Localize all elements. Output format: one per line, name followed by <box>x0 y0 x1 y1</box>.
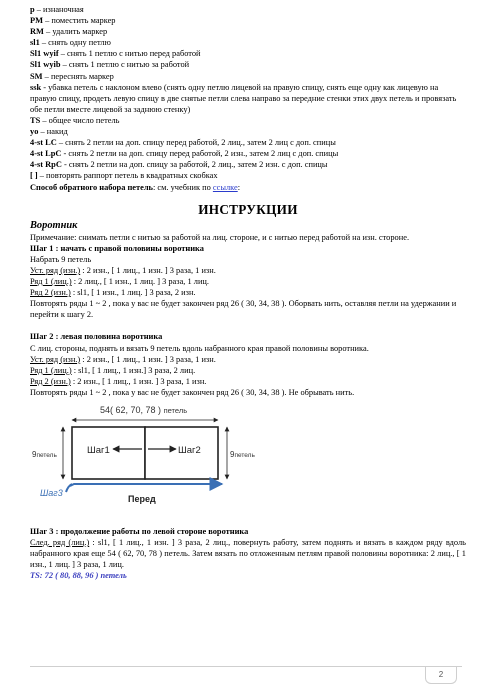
collar-note: Примечание: снимать петли с нитью за работой на лиц. стороне, и с нитью перед работой на изн. стороне. <box>30 232 410 242</box>
page-content <box>30 0 466 581</box>
step2-block <box>30 331 466 398</box>
step2-diagram-label: Шаг2 <box>178 445 201 456</box>
step1-row: Уст. ряд (изн.) : 2 изн., [ 1 лиц., 1 изн. ] 3 раза, 1 изн. <box>30 265 216 275</box>
abbr-4st-lc: 4-st LC – снять 2 петли на доп. спицу перед работой, 2 лиц., затем 2 лиц с доп. спицы <box>30 138 336 148</box>
abbr-sm: SM – переснять маркер <box>30 71 114 81</box>
step1-block <box>30 243 466 321</box>
abbr-yo: yo – накид <box>30 127 68 137</box>
abbr-pm: PM – поместить маркер <box>30 16 116 26</box>
footer-divider <box>30 666 462 667</box>
step1-row: Ряд 2 (изн.) : sl1, [ 1 изн., 1 лиц. ] 3 раза, 2 изн. <box>30 288 196 298</box>
abbr-sl1: sl1 – снять одну петлю <box>30 38 111 48</box>
step2-row: Уст. ряд (изн.) : 2 изн., [ 1 лиц., 1 изн. ] 3 раза, 1 изн. <box>30 354 216 364</box>
cast-on-method: Способ обратного набора петель: см. учебник по ссылке: <box>30 182 241 192</box>
step3-diagram-label: Шаг3 <box>40 488 63 498</box>
step3-total-stitches: TS: 72 ( 80, 88, 96 ) петель <box>30 571 127 581</box>
abbr-sl1-wyib: Sl1 wyib – снять 1 петлю с нитью за работой <box>30 60 190 70</box>
abbr-ts: TS – общее число петель <box>30 115 120 125</box>
step2-heading: Шаг 2 : левая половина воротника <box>30 332 163 342</box>
abbr-4st-rpc: 4-st RpC - снять 2 петли на доп. спицу за работой, 2 лиц., затем 2 изн. с доп. спицы <box>30 160 328 170</box>
right-dimension-label: 9петель <box>230 450 255 459</box>
top-dimension-label: 54( 62, 70, 78 ) петель <box>100 405 188 415</box>
abbr-4st-lpc: 4-st LpC - снять 2 петли на доп. спицу перед работой, 2 изн., затем 2 лиц с доп. спицы <box>30 149 339 159</box>
front-label: Перед <box>128 494 156 504</box>
step1-repeat: Повторять ряды 1 ~ 2 , пока у вас не будет закончен ряд 26 ( 30, 34, 38 ). Оборвать нить, оставляя петли на удержании и перейти к шагу 2. <box>30 299 457 320</box>
step1-row: Ряд 1 (лиц.) : 2 лиц., [ 1 изн., 1 лиц. ] 3 раза, 1 лиц. <box>30 277 210 287</box>
abbr-brackets: [ ] – повторять раппорт петель в квадратных скобках <box>30 171 218 181</box>
step2-intro: С лиц. стороны, поднять и вязать 9 петель вдоль набранного края правой половины воротника. <box>30 343 369 353</box>
collar-diagram-svg <box>30 398 466 528</box>
step3-block <box>30 526 466 581</box>
left-dimension-label: 9петель <box>32 450 57 459</box>
step1-cast: Набрать 9 петель <box>30 254 92 264</box>
step1-heading: Шаг 1 : начать с правой половины воротника <box>30 243 204 253</box>
abbr-ssk: ssk - убавка петель с наклоном влево (снять одну петлю лицевой на правую спицу, снять еще одну как лицевую на правую спицу, продеть левую спицу в две снятые петли слева направо за передние стенки этих двух петель и провязать обе петли вместе лицевой за заднюю стенку) <box>30 82 457 114</box>
step3-heading: Шаг 3 : продолжение работы по левой стороне воротника <box>30 527 249 536</box>
abbr-p: p – изнаночная <box>30 5 84 14</box>
step2-repeat: Повторять ряды 1 ~ 2 , пока у вас не будет закончен ряд 26 ( 30, 34, 38 ). Не обрывать нить. <box>30 387 355 397</box>
abbreviation-list <box>30 4 466 193</box>
collar-heading: Воротник <box>30 219 78 231</box>
page-number: 2 <box>425 667 457 684</box>
section-title: ИНСТРУКЦИИ <box>198 201 298 217</box>
step1-diagram-label: Шаг1 <box>87 445 110 456</box>
step3-row: След. ряд (лиц.) : sl1, [ 1 лиц., 1 изн. ] 3 раза, 2 лиц., повернуть работу, затем поднять и вязать в каждом ряду вдоль набранного края еще 54 ( 62, 70, 78 ) петель. Затем вязать по отложенным петлям правой половины воротника: 2 лиц., [ 1 изн., 1 лиц. ] 3 раза, 1 лиц. <box>30 538 466 570</box>
tutorial-link[interactable]: ссылке <box>212 182 238 192</box>
step2-row: Ряд 2 (изн.) : 2 изн., [ 1 лиц., 1 изн. ] 3 раза, 1 изн. <box>30 376 207 386</box>
abbr-sl1-wyif: Sl1 wyif – снять 1 петлю с нитью перед работой <box>30 49 201 59</box>
step3-diagram-arrow <box>66 484 216 492</box>
abbr-rm: RM – удалить маркер <box>30 27 108 37</box>
collar-diagram <box>30 398 466 528</box>
step2-row: Ряд 1 (лиц.) : sl1, [ 1 лиц., 1 изн.] 3 раза, 2 лиц. <box>30 365 196 375</box>
